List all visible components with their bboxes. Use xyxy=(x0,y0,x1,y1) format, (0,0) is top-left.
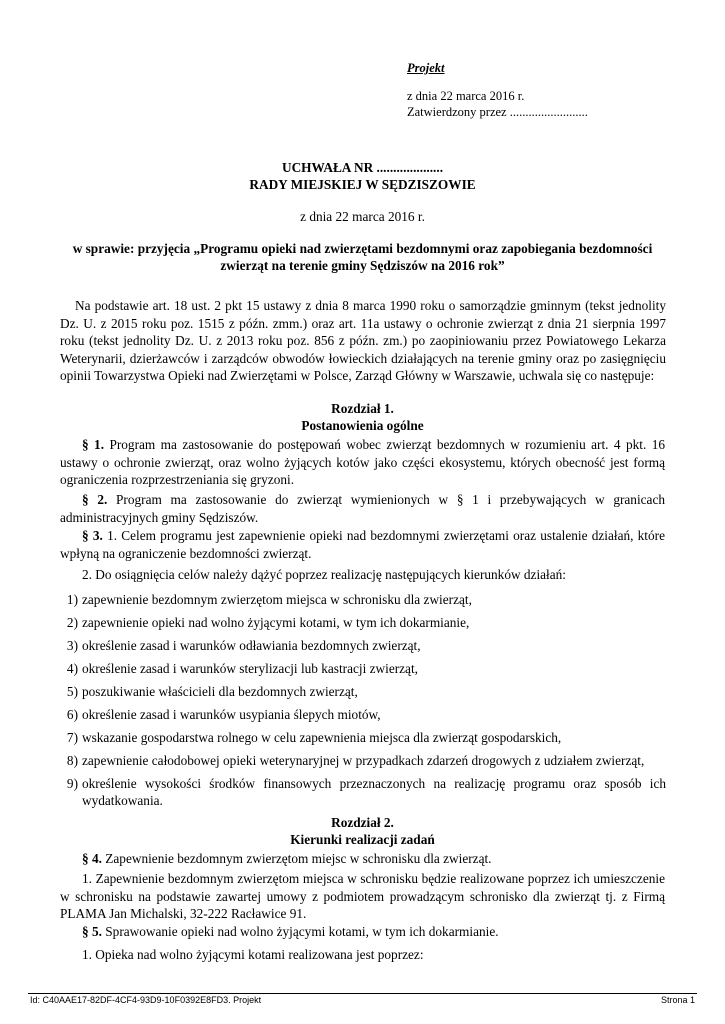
section-3-mark: § 3. xyxy=(82,528,103,543)
chapter-1-title: Rozdział 1. xyxy=(331,401,394,416)
chapter-2-subtitle: Kierunki realizacji zadań xyxy=(290,832,435,847)
section-1-mark: § 1. xyxy=(82,437,105,452)
subject-line-2: zwierząt na terenie gminy Sędziszów na 2016 rok” xyxy=(220,258,505,273)
resolution-date: z dnia 22 marca 2016 r. xyxy=(300,209,425,224)
section-3-text: 1. Celem programu jest zapewnienie opieki nad bezdomnymi zwierzętami oraz ustalenie działań, które wpłyną na ograniczenie bezdomności zwierząt. xyxy=(60,528,665,561)
section-3 xyxy=(60,527,665,562)
date-line: z dnia 22 marca 2016 r. xyxy=(407,89,525,103)
section-2-text: Program ma zastosowanie do zwierząt wymienionych w § 1 i przebywających w granicach administracyjnych gminy Sędziszów. xyxy=(60,492,665,525)
subject-line-1: w sprawie: przyjęcia „Programu opieki nad zwierzętami bezdomnymi oraz zapobiegania bezdomności xyxy=(72,241,653,256)
section-4 xyxy=(60,850,665,868)
section-5 xyxy=(60,923,665,941)
list-item: 4) określenie zasad i warunków sterylizacji lub kastracji zwierząt, xyxy=(66,661,418,676)
section-5-paragraph-1: 1. Opieka nad wolno żyjącymi kotami realizowana jest poprzez: xyxy=(82,947,424,962)
footer-divider xyxy=(28,993,697,994)
list-item: 6) określenie zasad i warunków usypiania ślepych miotów, xyxy=(66,707,381,722)
list-item: 8) zapewnienie całodobowej opieki weterynaryjnej w przypadkach zdarzeń drogowych z udziałem zwierząt, xyxy=(66,753,645,768)
section-1 xyxy=(60,436,665,489)
project-label: Projekt xyxy=(407,61,445,75)
preamble: Na podstawie art. 18 ust. 2 pkt 15 ustawy z dnia 8 marca 1990 roku o samorządzie gminnym (tekst jednolity Dz. U. z 2015 roku poz. 1515 z późn. zmm.) oraz art. 11a ustawy o ochronie zwierząt z dnia 21 sierpnia 1997 roku (tekst jednolity Dz. U. z 2013 roku poz. 856 z późn. zm.) po zaopiniowaniu przez Powiatowego Lekarza Weterynarii, dzierżawców i zarządców obwodów łowieckich działających na terenie gminy oraz po zasięgnięciu opinii Towarzystwa Opieki nad Zwierzętami w Polsce, Zarząd Główny w Warszawie, uchwala się co następuje: xyxy=(60,298,666,383)
section-2-mark: § 2. xyxy=(82,492,108,507)
list-item: 9) określenie wysokości środków finansowych przeznaczonych na realizację programu oraz sposób ich wydatkowania. xyxy=(66,776,666,808)
list-item: 7) wskazanie gospodarstwa rolnego w celu zapewnienia miejsca dla zwierząt gospodarskich, xyxy=(66,730,562,745)
section-2 xyxy=(60,491,665,526)
approved-line: Zatwierdzony przez ......................... xyxy=(407,105,588,119)
section-4-text: Zapewnienie bezdomnym zwierzętom miejsc w schronisku dla zwierząt. xyxy=(101,851,492,866)
section-5-mark: § 5. xyxy=(82,924,102,939)
list-item: 2) zapewnienie opieki nad wolno żyjącymi kotami, w tym ich dokarmianie, xyxy=(66,615,470,630)
section-4-mark: § 4. xyxy=(82,851,102,866)
page-number: Strona 1 xyxy=(660,995,695,1005)
document-id: Id: C40AAE17-82DF-4CF4-93D9-10F0392E8FD3. Projekt xyxy=(30,995,262,1005)
section-5-text: Sprawowanie opieki nad wolno żyjącymi kotami, w tym ich dokarmianie. xyxy=(101,924,499,939)
section-3-paragraph-2: 2. Do osiągnięcia celów należy dążyć poprzez realizację następujących kierunków działań: xyxy=(82,567,566,582)
list-item: 3) określenie zasad i warunków odławiania bezdomnych zwierząt, xyxy=(66,638,421,653)
council-name: RADY MIEJSKIEJ W SĘDZISZOWIE xyxy=(249,177,476,192)
chapter-2-title: Rozdział 2. xyxy=(331,815,394,830)
list-item: 1) zapewnienie bezdomnym zwierzętom miejsca w schronisku dla zwierząt, xyxy=(66,592,472,607)
resolution-number: UCHWAŁA NR .................... xyxy=(281,160,444,175)
section-4-paragraph-1: 1. Zapewnienie bezdomnym zwierzętom miejsca w schronisku będzie realizowane poprzez ich umieszczenie w schronisku na podstawie zawartej umowy z podmiotem prowadzącym schronisko dla zwierząt tj. z Firmą PLAMA Jan Michalski, 32-222 Racławice 91. xyxy=(60,871,665,921)
list-item: 5) poszukiwanie właścicieli dla bezdomnych zwierząt, xyxy=(66,684,358,699)
chapter-1-subtitle: Postanowienia ogólne xyxy=(301,418,424,433)
section-1-text: Program ma zastosowanie do postępowań wobec zwierząt bezdomnych w rozumieniu art. 4 pkt. 16 ustawy o ochronie zwierząt, oraz wolno żyjących kotów jako części ekosystemu, których obecność jest formą ograniczenia rozprzestrzeniania się gryzoni. xyxy=(60,437,665,487)
